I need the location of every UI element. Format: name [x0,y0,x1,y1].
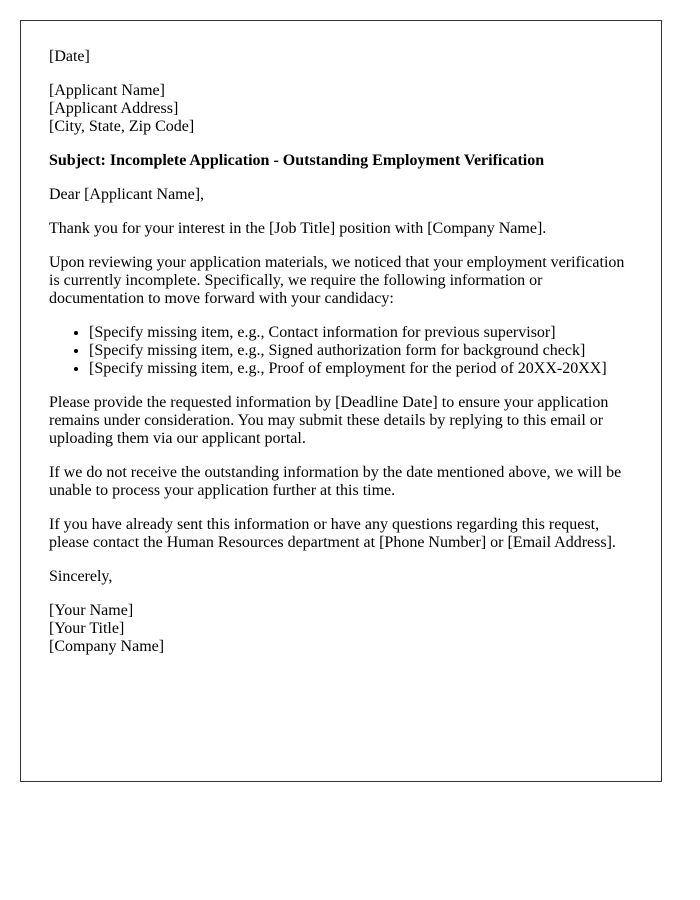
warning-paragraph: If we do not receive the outstanding information by the date mentioned above, we will be unable to process your application further at this time. [49,464,622,499]
signature-title: [Your Title] [49,620,125,637]
recipient-city: [City, State, Zip Code] [49,118,195,135]
letter-document [20,20,662,782]
closing: Sincerely, [49,568,113,585]
recipient-block [49,82,633,136]
review-paragraph: Upon reviewing your application materials, we noticed that your employment verification is currently incomplete. Specifically, we require the following information or documentation to move forward with your candidacy: [49,254,625,307]
list-item: • [Specify missing item, e.g., Proof of employment for the period of 20XX-20XX] [89,360,633,378]
signature-name: [Your Name] [49,602,134,619]
letter-subject: Subject: Incomplete Application - Outstanding Employment Verification [49,152,545,169]
recipient-address: [Applicant Address] [49,100,179,117]
list-item: • [Specify missing item, e.g., Signed authorization form for background check] [89,342,633,360]
signature-block [49,602,633,656]
contact-paragraph: If you have already sent this information or have any questions regarding this request, please contact the Human Resources department at [Phone Number] or [Email Address]. [49,516,616,551]
letter-date: [Date] [49,48,90,65]
missing-items-list [49,324,633,378]
intro-paragraph: Thank you for your interest in the [Job Title] position with [Company Name]. [49,220,547,237]
signature-company: [Company Name] [49,638,165,655]
request-paragraph: Please provide the requested information by [Deadline Date] to ensure your application remains under consideration. You may submit these details by replying to this email or uploading them via our applicant portal. [49,394,609,447]
salutation: Dear [Applicant Name], [49,186,205,203]
recipient-name: [Applicant Name] [49,82,165,99]
list-item: • [Specify missing item, e.g., Contact information for previous supervisor] [89,324,633,342]
